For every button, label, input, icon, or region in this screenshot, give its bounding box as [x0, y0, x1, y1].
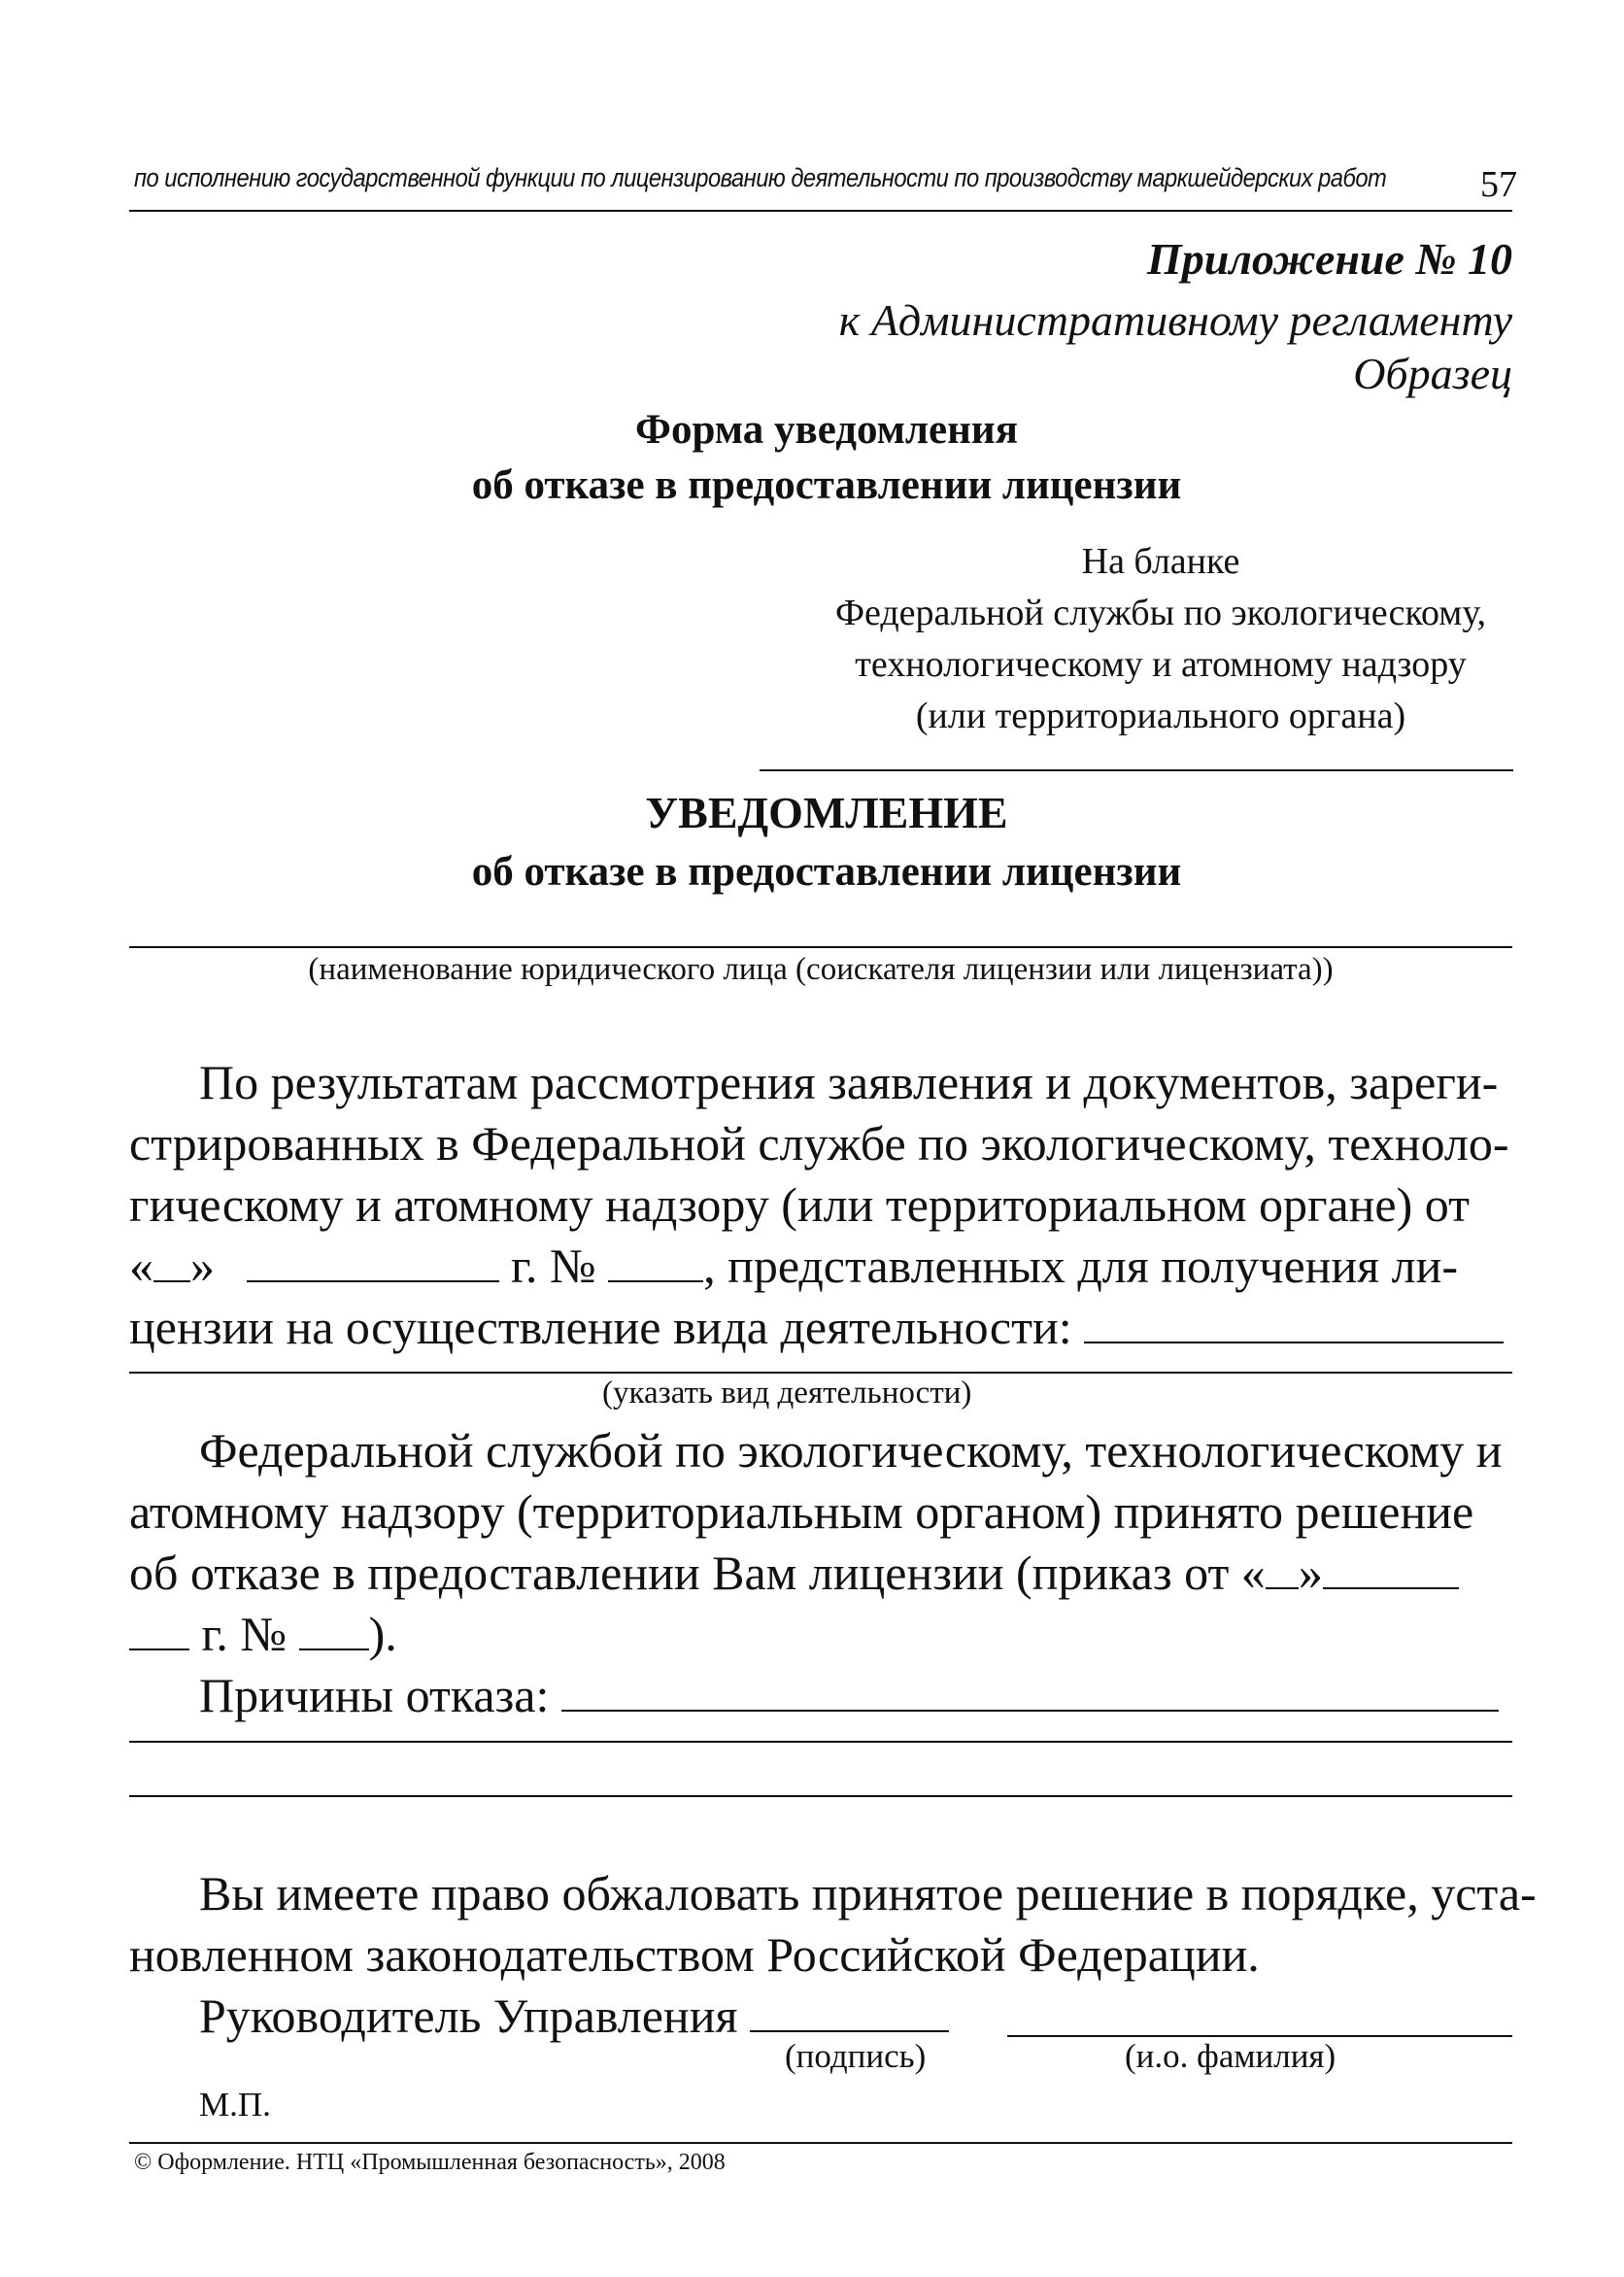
year-number-label: г. № [511, 1239, 596, 1293]
p1-line5 [129, 1297, 1512, 1358]
date-day-field[interactable] [153, 1238, 190, 1282]
page-number: 57 [1480, 164, 1517, 205]
stamp-place: М.П. [199, 2086, 271, 2124]
paragraph-1 [129, 1052, 1512, 1358]
entity-name-caption: (наименование юридического лица (соискателя лицензии или лицензиата)) [308, 952, 1334, 987]
notice-subtitle: об отказе в предоставлении лицензии [471, 849, 1182, 895]
appendix-to: к Административному регламенту [838, 295, 1512, 345]
p2-line3-text: об отказе в предоставлении Вам лицензии (приказ от « [129, 1546, 1266, 1600]
p3-line1: Вы имеете право обжаловать принятое решение в порядке, уста- [199, 1866, 1537, 1920]
p2-line1: Федеральной службой по экологическому, технологическому и [199, 1423, 1503, 1478]
reasons-field[interactable] [561, 1667, 1499, 1712]
p1-line4 [129, 1236, 1512, 1297]
open-quote: « [129, 1239, 153, 1293]
p1-line4-rest: , представленных для получения ли- [703, 1239, 1459, 1293]
form-title-line2: об отказе в предоставлении лицензии [471, 462, 1182, 508]
signature-caption: (подпись) [785, 2037, 927, 2075]
p1-line5-text: цензии на осуществление вида деятельности: [129, 1300, 1072, 1354]
order-close-quote: » [1298, 1546, 1323, 1600]
letterhead-line2: Федеральной службы по экологическому, [834, 593, 1487, 633]
p2-line2: атомному надзору (территориальным органом) принято решение [129, 1484, 1474, 1539]
activity-type-field[interactable] [1084, 1299, 1504, 1343]
signature-field[interactable] [750, 1988, 949, 2032]
order-number-field[interactable] [299, 1606, 369, 1650]
order-year-field[interactable] [129, 1606, 189, 1650]
date-month-field[interactable] [247, 1238, 499, 1282]
letterhead-line4: (или территориального органа) [915, 696, 1406, 736]
letterhead-line1: На бланке [1081, 541, 1240, 582]
reasons-line-3[interactable] [129, 1795, 1512, 1797]
header-rule [129, 210, 1512, 212]
reasons-line [129, 1665, 1528, 1726]
p2-line4 [129, 1604, 1528, 1665]
letterhead-note [738, 536, 1583, 742]
p1-line3: гическому и атомному надзору (или территориальном органе) от [129, 1177, 1470, 1232]
order-day-field[interactable] [1266, 1545, 1299, 1589]
letterhead-rule [760, 769, 1513, 771]
letterhead-line3: технологическому и атомному надзору [855, 644, 1467, 685]
appendix-number: Приложение № 10 [1146, 234, 1512, 284]
full-name-caption: (и.о. фамилия) [1125, 2037, 1336, 2075]
reasons-line-2[interactable] [129, 1741, 1512, 1743]
footer-copyright: © Оформление. НТЦ «Промышленная безопасность», 2008 [134, 2150, 726, 2175]
p2-line3 [129, 1543, 1528, 1604]
paragraph-2 [129, 1420, 1528, 1726]
signature-label: Руководитель Управления [199, 1988, 738, 2043]
reasons-label: Причины отказа: [199, 1668, 550, 1722]
p3-line2: новленном законодательством Российской Федерации. [129, 1927, 1260, 1982]
activity-type-line[interactable] [129, 1372, 1512, 1374]
p1-line1: По результатам рассмотрения заявления и документов, зареги- [199, 1055, 1499, 1109]
registration-number-field[interactable] [608, 1238, 703, 1282]
running-header: по исполнению государственной функции по лицензированию деятельности по производству маркшейдерских работ [134, 163, 1387, 192]
close-quote: » [190, 1239, 215, 1293]
appendix-sample: Образец [1353, 349, 1512, 398]
notice-title: УВЕДОМЛЕНИЕ [645, 788, 1008, 837]
p1-line2: стрированных в Федеральной службе по экологическому, техноло- [129, 1116, 1509, 1171]
paragraph-3 [129, 1863, 1537, 2047]
footer-rule [129, 2142, 1512, 2144]
p2-line4-end: ). [368, 1607, 397, 1661]
order-number-label: г. № [201, 1607, 288, 1661]
order-month-field[interactable] [1323, 1545, 1459, 1589]
entity-name-field[interactable] [129, 946, 1512, 948]
activity-type-caption: (указать вид деятельности) [602, 1376, 972, 1410]
form-title-line1: Форма уведомления [635, 407, 1018, 453]
